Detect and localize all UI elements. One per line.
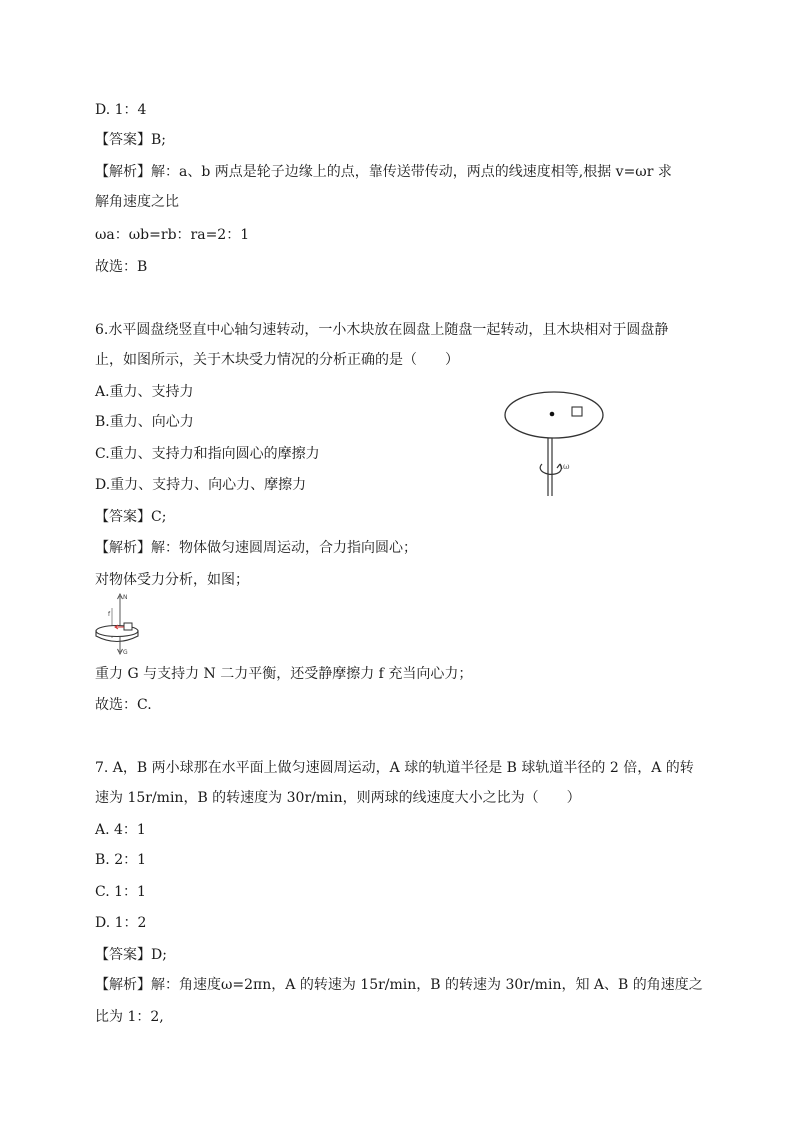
q7-option-b: B. 2：1 <box>95 852 147 868</box>
question-7-line1: 7. A，B 两小球那在水平面上做匀速圆周运动，A 球的轨道半径是 B 球轨道半径的 2 倍，A 的转 <box>95 760 694 776</box>
answer-q6: 【答案】C; <box>95 509 167 525</box>
q7-option-a: A. 4：1 <box>95 822 146 838</box>
conclusion-q6: 故选：C. <box>95 697 152 713</box>
q7-option-d: D. 1：2 <box>95 915 147 931</box>
analysis-q6-line1: 【解析】解：物体做匀速圆周运动，合力指向圆心； <box>95 540 417 556</box>
analysis-q5-line2: 解角速度之比 <box>95 194 179 210</box>
q6-option-a: A.重力、支持力 <box>95 384 194 400</box>
omega-label: ω <box>563 462 570 471</box>
question-6-line1: 6.水平圆盘绕竖直中心轴匀速转动，一小木块放在圆盘上随盘一起转动，且木块相对于圆盘静 <box>95 322 669 338</box>
question-7-line2: 速为 15r/min，B 的转速度为 30r/min，则两球的线速度大小之比为（ ） <box>95 790 581 806</box>
analysis-q7-line2: 比为 1：2, <box>95 1009 164 1025</box>
analysis-q5-formula: ωa：ωb=rb：ra=2：1 <box>95 227 250 243</box>
conclusion-q5: 故选：B <box>95 259 148 275</box>
question-6-line2: 止，如图所示，关于木块受力情况的分析正确的是（ ） <box>95 352 459 368</box>
q6-option-c: C.重力、支持力和指向圆心的摩擦力 <box>95 446 320 462</box>
wood-block <box>572 407 582 416</box>
disk-center-dot <box>550 412 555 417</box>
force-diagram-figure <box>95 592 147 658</box>
force-f-label: f <box>108 611 111 618</box>
analysis-q6-line2: 对物体受力分析，如图； <box>95 572 249 588</box>
option-d-prev: D. 1：4 <box>95 102 147 118</box>
rotating-disk-figure <box>502 388 606 500</box>
answer-q7: 【答案】D; <box>95 947 167 963</box>
q6-option-b: B.重力、向心力 <box>95 414 194 430</box>
analysis-q6-line3: 重力 G 与支持力 N 二力平衡，还受静摩擦力 f 充当向心力； <box>95 666 473 682</box>
q6-option-d: D.重力、支持力、向心力、摩擦力 <box>95 477 307 493</box>
analysis-q7-line1: 【解析】解：角速度ω=2πn，A 的转速为 15r/min，B 的转速为 30r/min，知 A、B 的角速度之 <box>95 977 703 993</box>
analysis-q5-line1: 【解析】解：a、b 两点是轮子边缘上的点，靠传送带传动，两点的线速度相等,根据 v=ωr 求 <box>95 164 672 180</box>
block-square <box>124 623 132 630</box>
force-n-label: N <box>123 594 128 601</box>
force-g-label: G <box>123 649 128 656</box>
answer-q5: 【答案】B; <box>95 132 167 148</box>
q7-option-c: C. 1：1 <box>95 884 146 900</box>
